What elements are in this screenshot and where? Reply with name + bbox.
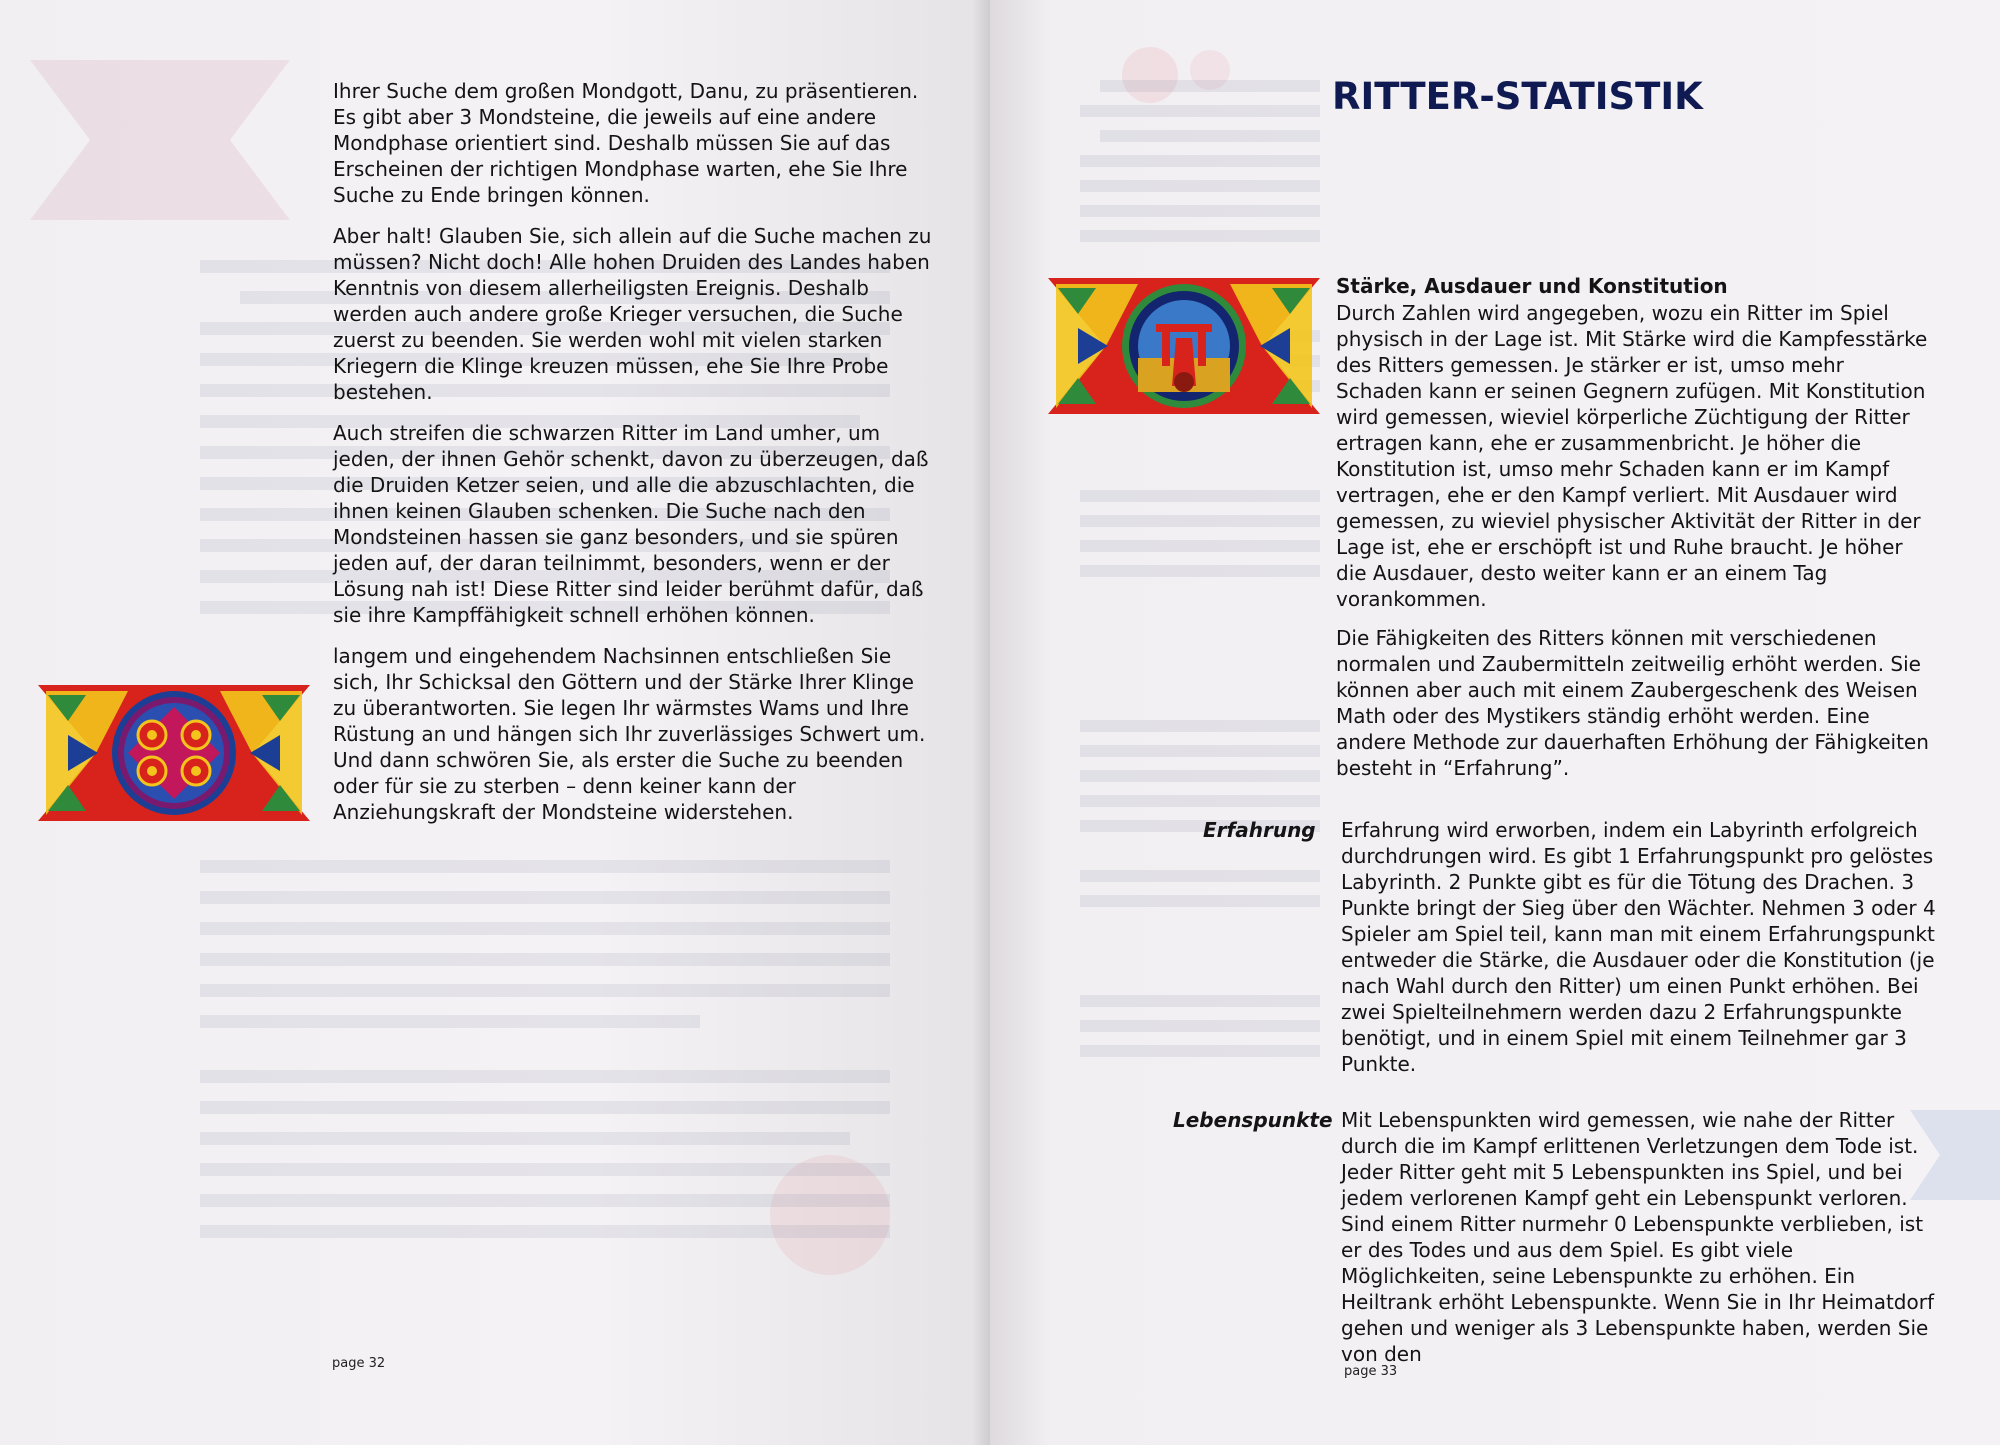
page-number-left: page 32 — [332, 1356, 386, 1371]
left-paragraph-1: Ihrer Suche dem großen Mondgott, Danu, zu präsentieren. Es gibt aber 3 Mondsteine, die jeweils auf eine andere Mondphase orientiert sind. Deshalb müssen Sie auf das Erscheinen der richtigen Mondphase warten, ehe Sie Ihre Suche zu Ende bringen können. — [333, 79, 919, 207]
bleed-through-ornament — [30, 60, 290, 220]
entry-text-erfahrung: Erfahrung wird erworben, indem ein Labyrinth erfolgreich durchdrungen wird. Es gibt 1 Erfahrungspunkt pro gelöstes Labyrinth. 2 Punkte gibt es für die Tötung des Drachen. 3 Punkte bringt der Sieg über den Wächter. Nehmen 3 oder 4 Spieler am Spiel teil, kann man mit einem Erfahrungspunkt entweder die Stärke, die Ausdauer oder die Konstitution (je nach Wahl durch den Ritter) um einen Punkt erhöhen. Bei zwei Spielteilnehmern werden dazu 2 Erfahrungspunkte benötigt, und in einem Spiel mit einem Teilnehmer gar 3 Punkte. — [1341, 818, 1936, 1076]
section-subheading: Stärke, Ausdauer und Konstitution — [1336, 274, 1728, 298]
right-paragraph-1: Durch Zahlen wird angegeben, wozu ein Ritter im Spiel physisch in der Lage ist. Mit Stärke wird die Kampfesstärke des Ritters gemessen. Je stärker er ist, umso mehr Schaden kann er seinen Gegnern zufügen. Mit Konstitution wird gemessen, wieviel körperliche Züchtigung der Ritter ertragen kann, ehe er zusammenbricht. Je höher die Konstitution ist, umso mehr Schaden kann er im Kampf vertragen, ehe er den Kampf verliert. Mit Ausdauer wird gemessen, zu wieviel physischer Aktivität der Ritter in der Lage ist, ehe er erschöpft ist und Ruhe braucht. Je höher die Ausdauer, desto weiter kann er an einem Tag vorankommen. — [1336, 301, 1928, 611]
left-page — [0, 0, 990, 1445]
left-body-text — [333, 78, 933, 840]
celtic-knot-ornament-icon — [38, 685, 310, 821]
left-paragraph-4: langem und eingehendem Nachsinnen entschließen Sie sich, Ihr Schicksal den Göttern und der Stärke Ihrer Klinge zu überantworten. Sie legen Ihr wärmstes Wams und Ihre Rüstung an und hängen sich Ihr zuverlässiges Schwert um. Und dann schwören Sie, als erster die Suche zu beenden oder für sie zu sterben – denn keiner kann der Anziehungskraft der Mondsteine widerstehen. — [333, 644, 926, 824]
celtic-temple-ornament-icon — [1048, 278, 1320, 414]
entry-label-lebenspunkte: Lebenspunkte — [1173, 1108, 1333, 1132]
entry-text-lebenspunkte: Mit Lebenspunkten wird gemessen, wie nahe der Ritter durch die im Kampf erlittenen Verletzungen dem Tode ist. Jeder Ritter geht mit 5 Lebenspunkten ins Spiel, und bei jedem verlorenen Kampf geht ein Lebenspunkt verloren. Sind einem Ritter nurmehr 0 Lebenspunkte verblieben, ist er des Todes und aus dem Spiel. Es gibt viele Möglichkeiten, seine Lebenspunkte zu erhöhen. Ein Heiltrank erhöht Lebenspunkte. Wenn Sie in Ihr Heimatdorf gehen und weniger als 3 Lebenspunkte haben, werden Sie von den — [1341, 1108, 1934, 1366]
bleed-through-lines-right — [1080, 80, 1320, 1240]
left-paragraph-3: Auch streifen die schwarzen Ritter im Land umher, um jeden, der ihnen Gehör schenkt, davon zu überzeugen, daß die Druiden Ketzer seien, und alle die abzuschlachten, die ihnen keinen Glauben schenken. Die Suche nach den Mondsteinen hassen sie ganz besonders, und sie spüren jeden auf, der daran teilnimmt, besonders, wenn er der Lösung nah ist! Diese Ritter sind leider berühmt dafür, daß sie ihre Kampffähigkeit schnell erhöhen können. — [333, 421, 929, 627]
entry-label-erfahrung: Erfahrung — [1203, 818, 1316, 842]
page-title: RITTER-STATISTIK — [1332, 75, 1703, 118]
left-paragraph-2: Aber halt! Glauben Sie, sich allein auf die Suche machen zu müssen? Nicht doch! Alle hohen Druiden des Landes haben Kenntnis von diesem allerheiligsten Ereignis. Deshalb werden auch andere große Krieger versuchen, die Suche zuerst zu beenden. Sie werden wohl mit vielen starken Kriegern die Klinge kreuzen müssen, ehe Sie Ihre Probe bestehen. — [333, 224, 932, 404]
right-body-text — [1336, 300, 1936, 794]
right-paragraph-2: Die Fähigkeiten des Ritters können mit verschiedenen normalen und Zaubermitteln zeitweilig erhöht werden. Sie können aber auch mit einem Zaubergeschenk des Weisen Math oder des Mystikers ständig erhöht werden. Eine andere Methode zur dauerhaften Erhöhung der Fähigkeiten besteht in “Erfahrung”. — [1336, 626, 1929, 780]
page-number-right: page 33 — [1344, 1364, 1398, 1379]
right-page — [990, 0, 2000, 1445]
